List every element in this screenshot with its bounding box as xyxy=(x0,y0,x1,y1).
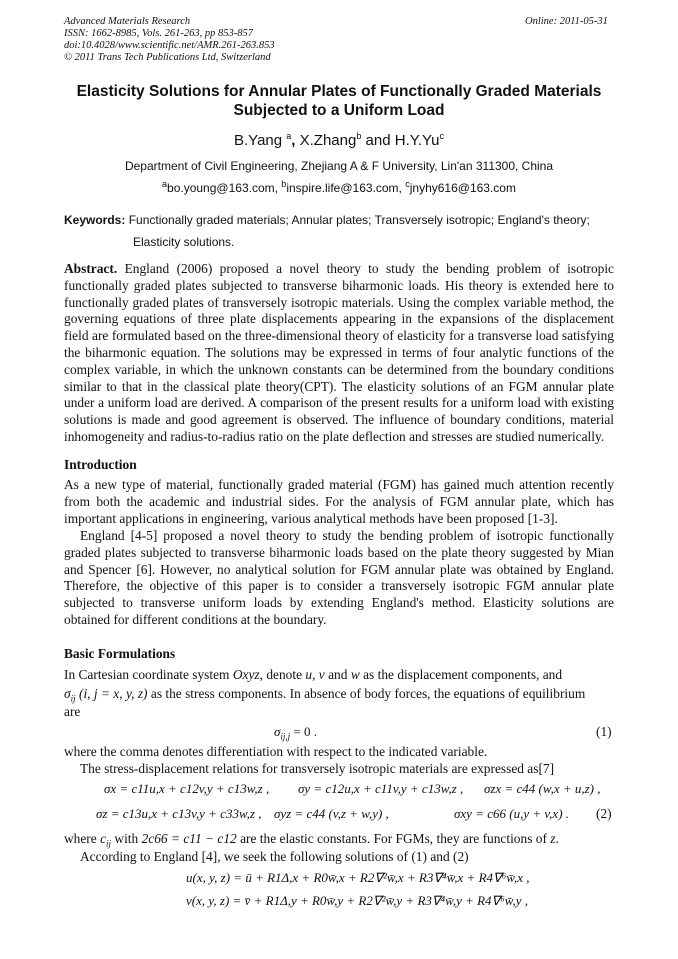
basic-formulations-heading: Basic Formulations xyxy=(64,646,176,661)
keywords-line-2: Elasticity solutions. xyxy=(133,235,235,249)
keywords-label: Keywords: xyxy=(64,213,126,227)
math-u: u xyxy=(305,667,313,682)
email-1-sup: a xyxy=(162,179,168,189)
equation-2-number: (2) xyxy=(596,806,612,821)
equation-sigma-zx: σzx = c44 (w,x + u,z) , xyxy=(484,781,601,796)
email-3-sup: c xyxy=(405,179,410,189)
math-sub: ij xyxy=(70,693,76,704)
author-1: B.Yang xyxy=(234,132,283,149)
equation-sigma-z: σz = c13u,x + c13v,y + c33w,z , xyxy=(96,806,262,821)
math-w: w xyxy=(350,667,360,682)
author-1-sup: a xyxy=(286,131,292,141)
keywords-text-1: Functionally graded materials; Annular plates; Transversely isotropic; England's theory; xyxy=(128,213,590,227)
basic-line-6 xyxy=(64,831,614,849)
math-c: c xyxy=(100,831,107,846)
math-oxyz: Oxyz xyxy=(232,667,260,682)
author-list: B.Yang $^a$, X.Zhang$^b$ and H.Y.Yu$^c$ xyxy=(234,131,444,149)
text: . xyxy=(555,831,559,846)
text: as the displacement components, and xyxy=(363,667,563,682)
introduction-heading: Introduction xyxy=(64,457,137,472)
paper-title-line-1: Elasticity Solutions for Annular Plates of Functionally Graded Materials xyxy=(76,83,602,100)
issn-line: ISSN: 1662-8985, Vols. 261-263, pp 853-857 xyxy=(64,28,253,39)
text: are the elastic constants. For FGMs, they are functions of xyxy=(240,831,547,846)
equation-u: u(x, y, z) = ū + R1Δ,x + R0w̄,x + R2∇²w̄,x + R3∇⁴w̄,x + R4∇⁶w̄,x , xyxy=(186,870,530,885)
introduction-paragraph-1: As a new type of material, functionally graded material (FGM) has gained much attention recently from both the academic and industrial sides. For the analysis of FGM annular plate, which has important applications in engineering, various analytical methods have been proposed [1-3]. xyxy=(64,477,614,526)
basic-line-5: The stress-displacement relations for transversely isotropic materials are expressed as[7] xyxy=(80,761,555,776)
math-sub: ij xyxy=(106,838,112,849)
doi-line: doi:10.4028/www.scientific.net/AMR.261-263.853 xyxy=(64,40,275,51)
equation-sigma-yz: σyz = c44 (v,z + w,y) , xyxy=(274,806,389,821)
text: where xyxy=(64,831,97,846)
equation-v: v(x, y, z) = v̄ + R1Δ,y + R0w̄,y + R2∇²w̄,y + R3∇⁴w̄,y + R4∇⁶w̄,y , xyxy=(186,893,528,908)
math-z: z xyxy=(550,831,556,846)
equation-sigma-xy: σxy = c66 (u,y + v,x) . xyxy=(454,806,570,821)
author-2: X.Zhang xyxy=(299,132,357,149)
text: and xyxy=(328,667,348,682)
email-list xyxy=(40,179,638,195)
journal-name: Advanced Materials Research xyxy=(64,16,191,27)
author-2-sup: b xyxy=(356,131,362,141)
abstract-text: England (2006) proposed a novel theory to study the bending problem of isotropic functionally graded plates subjected to transverse biharmonic loads. His theory is extended here to functionally graded plates of transversely isotropic materials. Using the complex variable method, the governing equations of three plate displacements appearing in the expansions of the displacement field are formulated based on the three-dimensional theory of elasticity for a transverse load satisfying the biharmonic equation. The solutions may be expressed in terms of four analytic functions of the complex variable, in which the unknown constants can be determined from the boundary conditions similar to that in the classical plate theory(CPT). The elasticity solutions of an FGM annular plate under a uniform load are derived. A comparison of the present results for a uniform load with existing solutions is made and good agreement is observed. The influence of boundary conditions, material inhomogeneity and radius-to-radius ratio on the plate deflection and stresses are studied numerically. xyxy=(64,261,614,444)
paper-title-line-2: Subjected to a Uniform Load xyxy=(233,102,445,119)
basic-line-7: According to England [4], we seek the following solutions of (1) and (2) xyxy=(80,849,469,864)
email-3[interactable]: jnyhy616@163.com xyxy=(409,181,516,195)
basic-line-4: where the comma denotes differentiation with respect to the indicated variable. xyxy=(64,744,488,759)
math: σ xyxy=(274,724,281,739)
math-v: v xyxy=(318,667,325,682)
basic-line-2 xyxy=(64,686,614,704)
copyright-line: © 2011 Trans Tech Publications Ltd, Switzerland xyxy=(64,52,271,63)
math: = 0 . xyxy=(293,724,318,739)
math-sub: ij,j xyxy=(280,731,291,742)
equation-sigma-y: σy = c12u,x + c11v,y + c13w,z , xyxy=(298,781,464,796)
math-sigma: σ xyxy=(64,686,71,701)
abstract xyxy=(64,261,614,446)
equation-sigma-x: σx = c11u,x + c12v,y + c13w,z , xyxy=(104,781,270,796)
abstract-label: Abstract. xyxy=(64,261,118,276)
email-2-sup: b xyxy=(281,179,287,189)
basic-line-3: are xyxy=(64,704,81,719)
math-range: (i, j = x, y, z) xyxy=(78,686,148,701)
equation-1 xyxy=(274,724,317,742)
online-date: Online: 2011-05-31 xyxy=(525,16,608,27)
basic-line-1 xyxy=(64,667,614,683)
email-2[interactable]: inspire.life@163.com, xyxy=(286,181,402,195)
email-1[interactable]: bo.young@163.com, xyxy=(167,181,278,195)
affiliation: Department of Civil Engineering, Zhejiang A & F University, Lin'an 311300, China xyxy=(124,159,554,173)
keywords-line-1 xyxy=(64,209,620,231)
text: with xyxy=(114,831,139,846)
math-c66: 2c66 = c11 − c12 xyxy=(141,831,237,846)
text: as the stress components. In absence of body forces, the equations of equilibrium xyxy=(150,686,586,701)
text: , denote xyxy=(259,667,303,682)
introduction-paragraph-2: England [4-5] proposed a novel theory to study the bending problem of isotropic functionally graded plates subjected to transverse biharmonic loads based on the plate theory suggested by Mian and Spencer [6]. However, no analytical solution for FGM annular plate was obtained by England. Therefore, the objective of this paper is to consider a transversely isotropic FGM annular plate subjected to transverse uniform loads by extending England's method. Elasticity solutions are obtained for different conditions at the boundary. xyxy=(64,528,614,627)
author-3: H.Y.Yu xyxy=(394,132,440,149)
text: In Cartesian coordinate system xyxy=(64,667,230,682)
equation-1-number: (1) xyxy=(596,724,612,739)
author-3-sup: c xyxy=(439,131,444,141)
author-and: and xyxy=(365,132,391,149)
text: , xyxy=(312,667,316,682)
